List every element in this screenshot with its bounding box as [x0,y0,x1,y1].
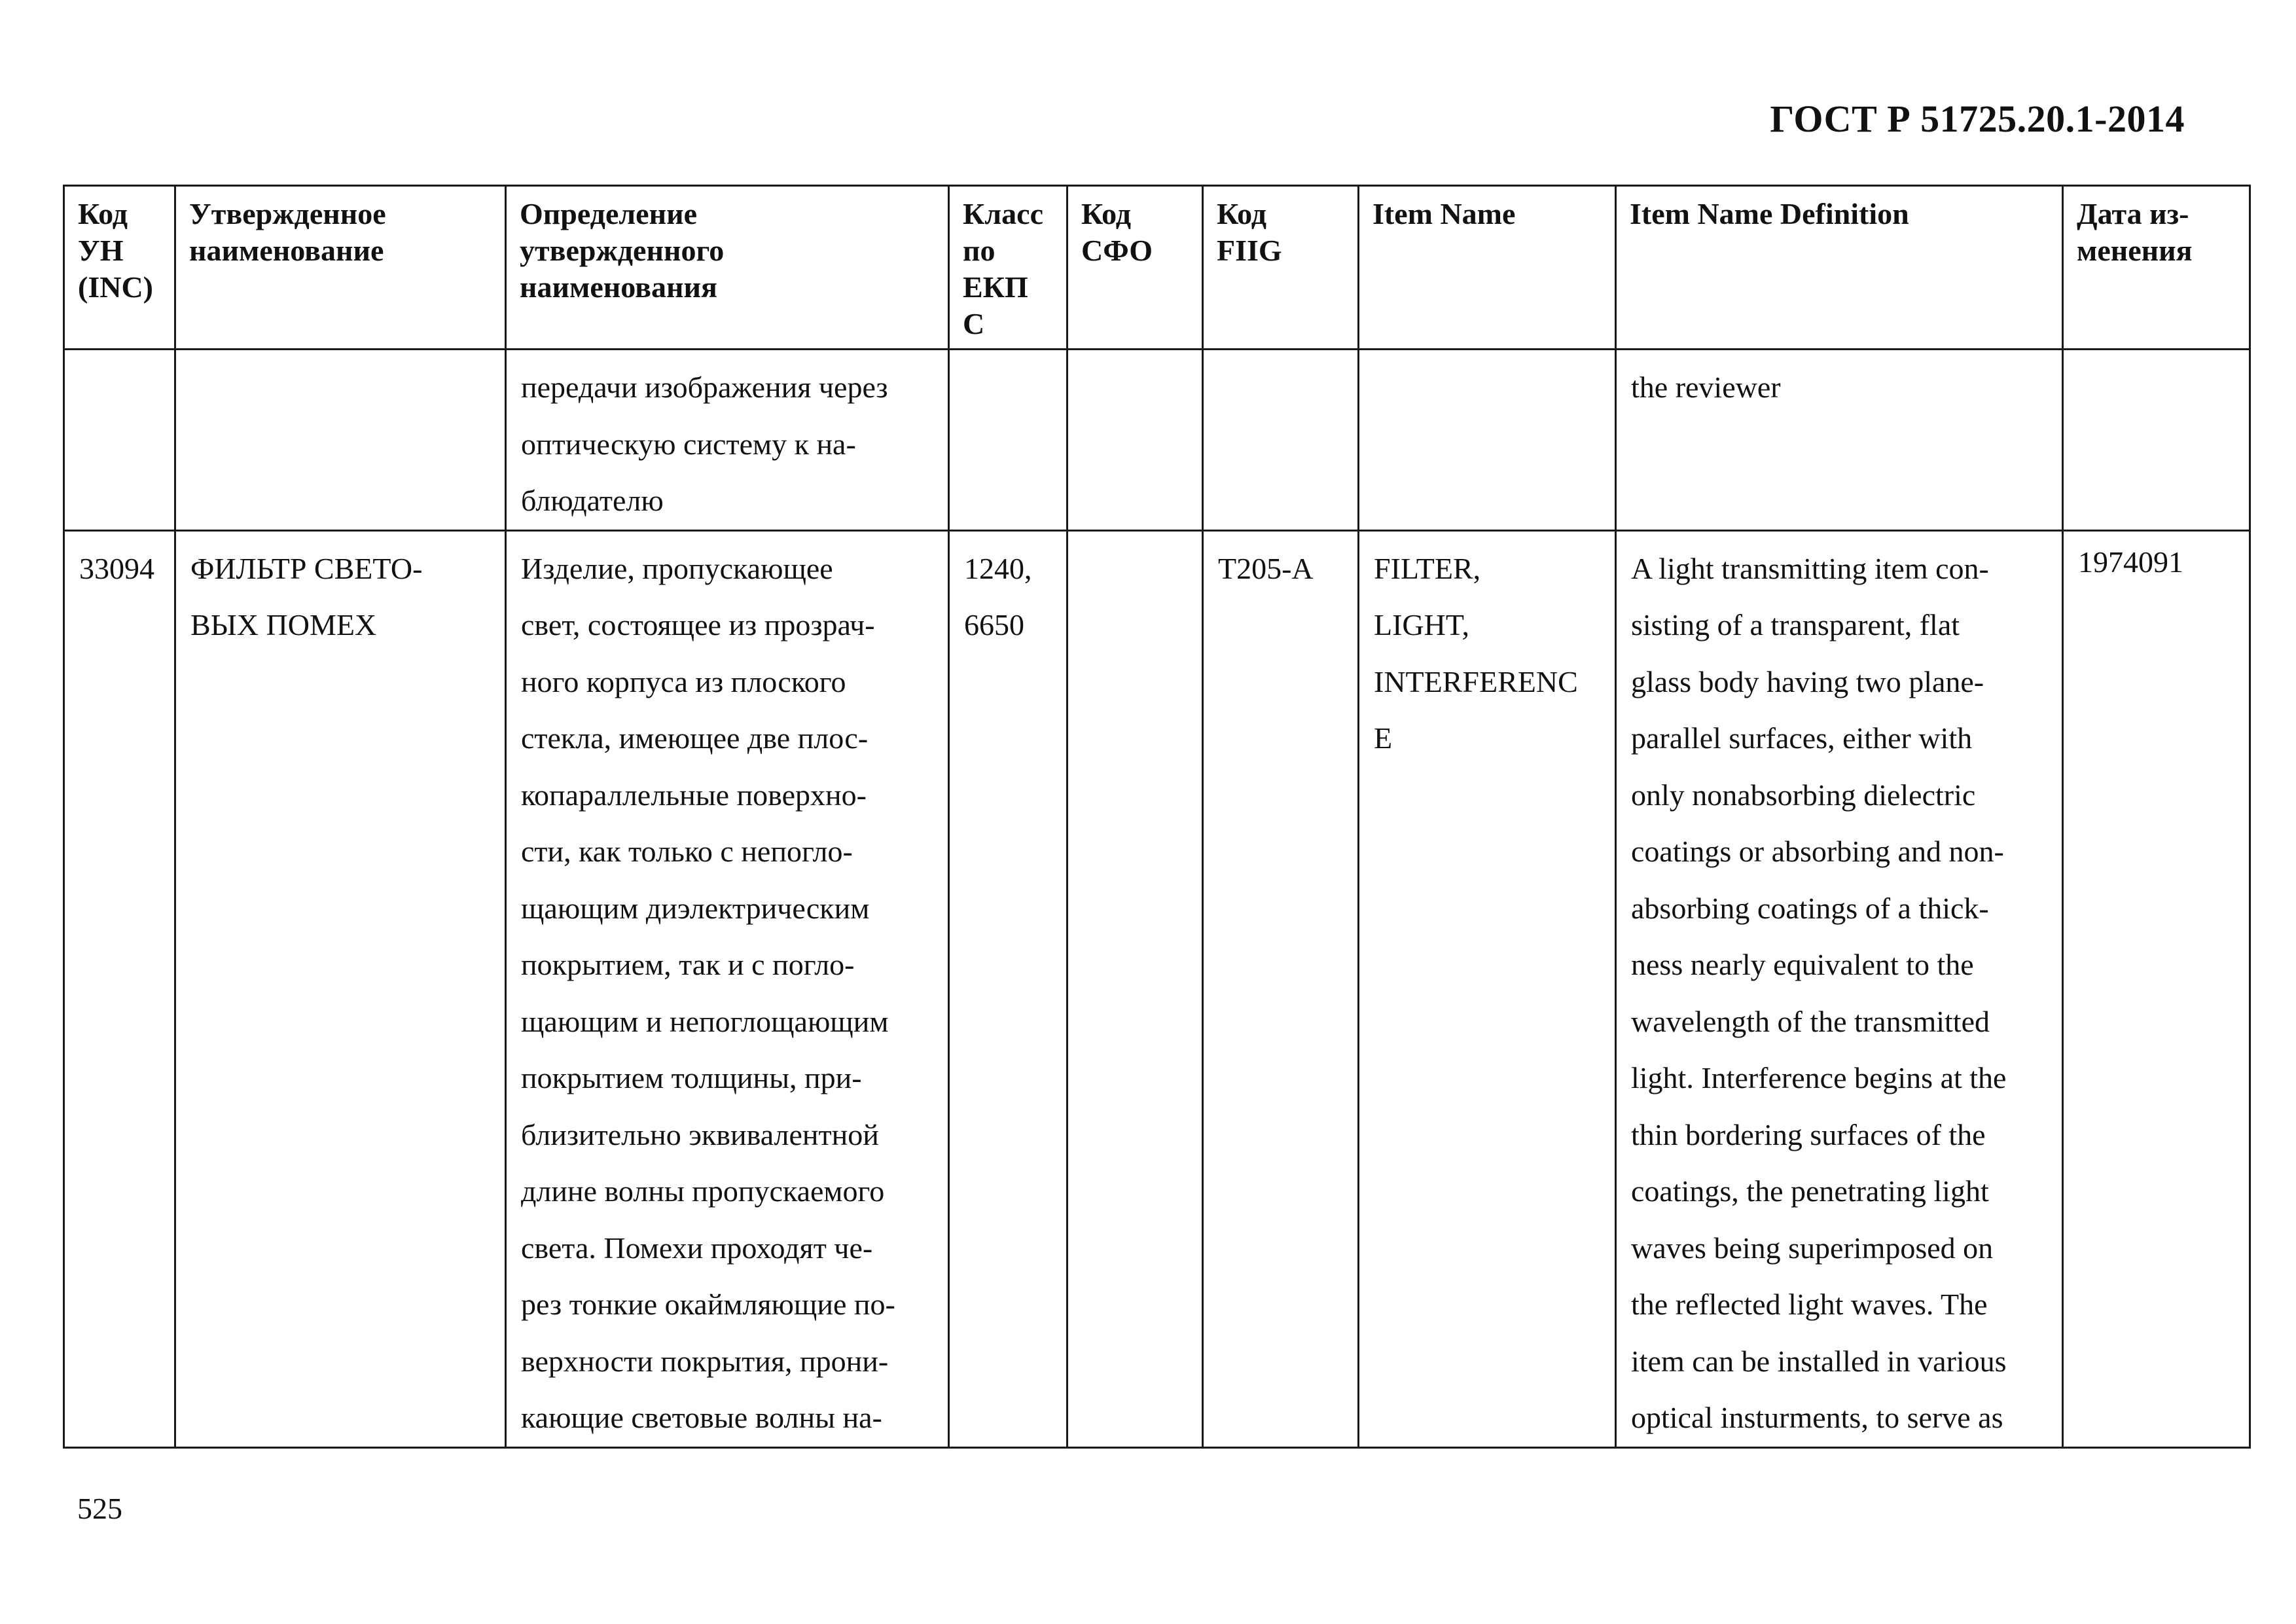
column-header-sfo: Код СФО [1067,186,1203,350]
column-header-fiig: Код FIIG [1203,186,1359,350]
column-header-class: Класс по ЕКП С [949,186,1067,350]
column-header-item-name: Item Name [1359,186,1616,350]
cell-change-date: 1974091 [2063,530,2250,1447]
cell-inc: 33094 [64,530,175,1447]
cell-item-name [1359,350,1616,531]
cell-fiig [1203,350,1359,531]
cell-approved-name [175,350,506,531]
cell-class: 1240, 6650 [949,530,1067,1447]
column-header-change-date: Дата из- менения [2063,186,2250,350]
nomenclature-table-container [63,185,2249,1438]
cell-item-name-definition: the reviewer [1616,350,2063,531]
page-number: 525 [77,1492,122,1525]
column-header-inc: Код УН (INC) [64,186,175,350]
cell-fiig: T205-A [1203,530,1359,1447]
cell-sfo [1067,350,1203,531]
cell-approved-name: ФИЛЬТР СВЕТО- ВЫХ ПОМЕХ [175,530,506,1447]
cell-inc [64,350,175,531]
cell-change-date [2063,350,2250,531]
cell-item-name: FILTER, LIGHT, INTERFERENC E [1359,530,1616,1447]
table-header-row [64,186,2250,350]
table-row [64,350,2250,531]
cell-name-definition: Изделие, пропускающее свет, состоящее из прозрач- ного корпуса из плоского стекла, имеющее две плос- копараллельные поверхно- сти, как только с непогло- щающим диэлектрическим покрытием, так и с погло- щающим и непоглощающим покрытием толщины, при- близительно эквивалентной длине волны пропускаемого света. Помехи проходят че- рез тонкие окаймляющие по- верхности покрытия, прони- кающие световые волны на- [506,530,949,1447]
cell-item-name-definition: A light transmitting item con- sisting of a transparent, flat glass body having two plane- parallel surfaces, either with only nonabsorbing dielectric coatings or absorbing and non- absorbing coatings of a thick- ness nearly equivalent to the wavelength of the transmitted light. Interference begins at the thin bordering surfaces of the coatings, the penetrating light waves being superimposed on the reflected light waves. The item can be installed in various optical insturments, to serve as [1616,530,2063,1447]
column-header-name-definition: Определение утвержденного наименования [506,186,949,350]
column-header-approved-name: Утвержденное наименование [175,186,506,350]
cell-sfo [1067,530,1203,1447]
table-row [64,530,2250,1447]
nomenclature-table [63,185,2251,1449]
column-header-item-name-definition: Item Name Definition [1616,186,2063,350]
cell-name-definition: передачи изображения через оптическую систему к на- блюдателю [506,350,949,531]
cell-class [949,350,1067,531]
document-code: ГОСТ Р 51725.20.1-2014 [1770,98,2185,140]
